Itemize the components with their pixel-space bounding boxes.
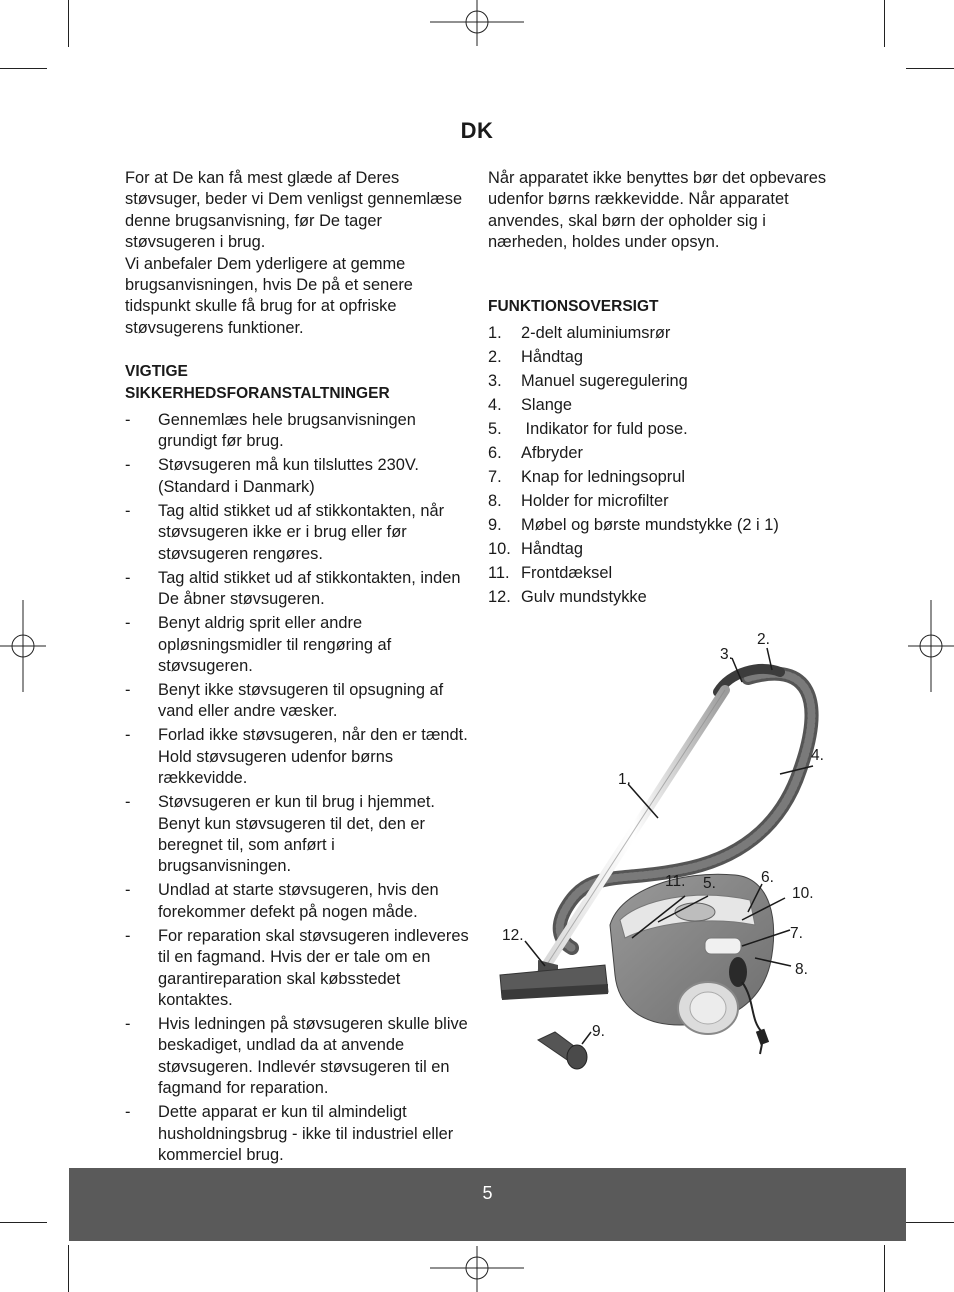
footer-bar [69, 1168, 906, 1241]
list-item: 9. Møbel og børste mundstykke (2 i 1) [488, 516, 779, 535]
page-title: DK [460, 118, 494, 143]
list-item: 2. Håndtag [488, 348, 583, 367]
intro-paragraph-2: Vi anbefaler Dem yderligere at gemme brugsanvisningen, hvis De på et senere tidspunkt skulle få brug for at opfriske støvsugerens funktioner. [125, 254, 413, 337]
safety-list [125, 410, 470, 1166]
list-item: 5. Indikator for fuld pose. [488, 420, 688, 439]
right-column [488, 168, 833, 611]
registration-mark-bottom [430, 1246, 524, 1292]
list-item: 10. Håndtag [488, 540, 583, 559]
list-item: - Støvsugeren er kun til brug i hjemmet. Benyt kun støvsugeren til det, den er beregnet til, som anført i brugsanvisningen. [125, 793, 435, 876]
callout-4: 4. [811, 747, 824, 764]
list-item: 1. 2-delt aluminiumsrør [488, 324, 671, 343]
callout-5: 5. [703, 875, 716, 892]
list-item: - Benyt aldrig sprit eller andre opløsningsmidler til rengøring af støvsugeren. [125, 614, 392, 675]
callout-3: 3. [720, 646, 733, 663]
callout-1: 1. [618, 771, 631, 788]
callout-8: 8. [795, 961, 808, 978]
vacuum-body [610, 874, 774, 1034]
callout-6: 6. [761, 869, 774, 886]
registration-mark-left [0, 600, 46, 692]
registration-mark-top [430, 0, 524, 46]
list-item: - Gennemlæs hele brugsanvisningen grundigt før brug. [125, 411, 416, 451]
callout-9: 9. [592, 1023, 605, 1040]
safety-heading: VIGTIGE SIKKERHEDSFORANSTALTNINGER [125, 363, 390, 402]
list-item: - Benyt ikke støvsugeren til opsugning af vand eller andre væsker. [125, 680, 444, 721]
list-item: - Forlad ikke støvsugeren, når den er tændt. Hold støvsugeren udenfor børns rækkevidde. [125, 726, 468, 788]
callout-2: 2. [757, 631, 770, 648]
intro-paragraph: For at De kan få mest glæde af Deres støvsuger, beder vi Dem venligst gennemlæse denne brugsanvisning, før De tager støvsugeren i brug. [125, 169, 463, 252]
overview-heading: FUNKTIONSOVERSIGT [488, 297, 659, 315]
callout-11: 11. [665, 873, 686, 890]
list-item: - For reparation skal støvsugeren indleveres til en fagmand. Hvis der er tale om en garantireparation skal købsstedet kontaktes. [125, 926, 469, 1009]
list-item: - Dette apparat er kun til almindeligt husholdningsbrug - ikke til industriel eller kommerciel brug. [125, 1103, 454, 1164]
list-item: - Hvis ledningen på støvsugeren skulle blive beskadiget, undlad da at anvende støvsugeren. Indlevér støvsugeren til en fagmand for reparation. [125, 1014, 468, 1098]
list-item: - Tag altid stikket ud af stikkontakten, inden De åbner støvsugeren. [125, 568, 461, 609]
furniture-nozzle [538, 1032, 587, 1069]
page-number: 5 [482, 1183, 493, 1203]
registration-mark-right [908, 600, 954, 692]
list-item: 12. Gulv mundstykke [488, 588, 647, 607]
list-item: - Støvsugeren må kun tilsluttes 230V. (Standard i Danmark) [125, 456, 419, 496]
list-item: - Tag altid stikket ud af stikkontakten, når støvsugeren ikke er i brug eller før støvsugeren rengøres. [125, 501, 445, 563]
list-item: 3. Manuel sugeregulering [488, 372, 688, 391]
list-item: 4. Slange [488, 396, 573, 415]
left-column [125, 168, 470, 1169]
vacuum-cleaner-illustration [480, 620, 860, 1090]
children-note: Når apparatet ikke benyttes bør det opbevares udenfor børns rækkevidde. Når apparatet anvendes, skal børn der opholder sig i nærheden, holdes under opsyn. [488, 169, 827, 252]
floor-nozzle [500, 960, 608, 1000]
list-item: 11. Frontdæksel [488, 564, 613, 583]
list-item: - Undlad at starte støvsugeren, hvis den forekommer defekt på nogen måde. [125, 881, 439, 921]
callout-7: 7. [790, 925, 803, 942]
list-item: 6. Afbryder [488, 444, 583, 463]
list-item: 8. Holder for microfilter [488, 492, 669, 511]
list-item: 7. Knap for ledningsoprul [488, 468, 686, 487]
callout-10: 10. [792, 885, 814, 902]
parts-list [488, 323, 833, 611]
callout-12: 12. [502, 927, 524, 944]
